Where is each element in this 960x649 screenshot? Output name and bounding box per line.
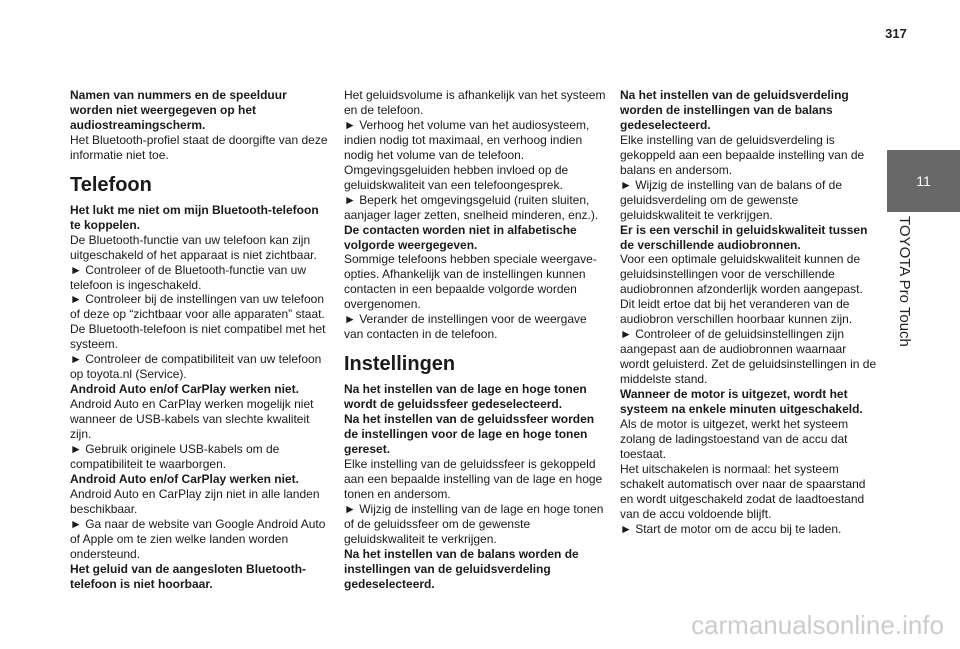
answer-text: Als de motor is uitgezet, werkt het systeem zolang de ladingstoestand van de accu dat toestaat. (620, 416, 849, 461)
instruction-text: ► Wijzig de instelling van de balans of de geluidsverdeling om de gewenste geluidskwaliteit te verkrijgen. (620, 177, 842, 222)
column-middle (344, 88, 606, 592)
section-heading-telefoon: Telefoon (70, 173, 152, 196)
section-heading-instellingen: Instellingen (344, 353, 456, 376)
instruction-text: ► Controleer of de geluidsinstellingen zijn aangepast aan de audiobronnen waarnaar wordt geluisterd. Zet de geluidsinstellingen in de middelste stand. (620, 327, 877, 387)
question-heading: Na het instellen van de geluidssfeer worden de instellingen voor de lage en hoge tonen gereset. (344, 412, 595, 457)
answer-text: De Bluetooth-functie van uw telefoon kan zijn uitgeschakeld of het apparaat is niet zichtbaar. (70, 232, 317, 262)
answer-text: Sommige telefoons hebben speciale weergave-opties. Afhankelijk van de instellingen kunnen contacten in een bepaalde volgorde worden overgenomen. (344, 252, 597, 312)
answer-text: Het Bluetooth-profiel staat de doorgifte van deze informatie niet toe. (70, 132, 328, 162)
answer-text: Elke instelling van de geluidsverdeling is gekoppeld aan een bepaalde instelling van de balans en andersom. (620, 132, 865, 177)
page-number: 317 (885, 26, 907, 41)
question-heading: Het lukt me niet om mijn Bluetooth-telefoon te koppelen. (70, 202, 319, 232)
answer-text: Het uitschakelen is normaal: het systeem schakelt automatisch over naar de spaarstand en wordt uitgeschakeld zodat de laadtoestand van de accu voldoende blijft. (620, 461, 866, 521)
column-right (620, 88, 878, 537)
chapter-title: TOYOTA Pro Touch (896, 216, 913, 347)
question-heading: Na het instellen van de balans worden de instellingen van de geluidsverdeling gedeselecteerd. (344, 546, 579, 591)
question-heading: Android Auto en/of CarPlay werken niet. (70, 382, 299, 397)
instruction-text: ► Verander de instellingen voor de weergave van contacten in de telefoon. (344, 312, 587, 342)
instruction-text: ► Beperk het omgevingsgeluid (ruiten sluiten, aanjager lager zetten, snelheid minderen, enz.). (344, 192, 599, 222)
watermark: carmanualsonline.info (691, 610, 944, 640)
answer-text: Elke instelling van de geluidssfeer is gekoppeld aan een bepaalde instelling van de lage en hoge tonen en andersom. (344, 456, 603, 501)
question-heading: De contacten worden niet in alfabetische volgorde weergegeven. (344, 222, 577, 252)
instruction-text: ► Verhoog het volume van het audiosysteem, indien nodig tot maximaal, en verhoog indien nodig het volume van de telefoon. (344, 117, 590, 162)
question-heading: Er is een verschil in geluidskwaliteit tussen de verschillende audiobronnen. (620, 222, 868, 252)
question-heading: Het geluid van de aangesloten Bluetooth-telefoon is niet hoorbaar. (70, 561, 307, 591)
chapter-number-tab: 11 (887, 150, 960, 212)
instruction-text: ► Start de motor om de accu bij te laden. (620, 521, 842, 536)
instruction-text: ► Controleer of de Bluetooth-functie van uw telefoon is ingeschakeld. (70, 262, 307, 292)
answer-text: Het geluidsvolume is afhankelijk van het systeem en de telefoon. (344, 88, 606, 117)
question-heading: Android Auto en/of CarPlay werken niet. (70, 471, 299, 486)
question-heading: Wanneer de motor is uitgezet, wordt het systeem na enkele minuten uitgeschakeld. (620, 387, 863, 417)
question-heading: Namen van nummers en de speelduur worden niet weergegeven op het audiostreamingscherm. (70, 88, 287, 132)
instruction-text: ► Wijzig de instelling van de lage en hoge tonen of de geluidssfeer om de gewenste geluidskwaliteit te verkrijgen. (344, 501, 604, 546)
instruction-text: ► Controleer bij de instellingen van uw telefoon of deze op “zichtbaar voor alle apparaten” staat. (70, 292, 325, 322)
column-left (70, 88, 330, 592)
answer-text: Voor een optimale geluidskwaliteit kunnen de geluidsinstellingen voor de verschillende audiobronnen afzonderlijk worden aangepast. Dit leidt ertoe dat bij het veranderen van de audiobron verschillen hoorbaar kunnen zijn. (620, 252, 863, 327)
answer-text: Omgevingsgeluiden hebben invloed op de geluidskwaliteit van een telefoongesprek. (344, 162, 569, 192)
question-heading: Na het instellen van de lage en hoge tonen wordt de geluidssfeer gedeselecteerd. (344, 382, 587, 412)
answer-text: De Bluetooth-telefoon is niet compatibel met het systeem. (70, 322, 326, 352)
answer-text: Android Auto en CarPlay werken mogelijk niet wanneer de USB-kabels van slechte kwaliteit zijn. (70, 397, 314, 442)
answer-text: Android Auto en CarPlay zijn niet in alle landen beschikbaar. (70, 486, 320, 516)
instruction-text: ► Ga naar de website van Google Android Auto of Apple om te zien welke landen worden ondersteund. (70, 516, 326, 561)
question-heading: Na het instellen van de geluidsverdeling worden de instellingen van de balans gedeselecteerd. (620, 88, 849, 132)
instruction-text: ► Gebruik originele USB-kabels om de compatibiliteit te waarborgen. (70, 442, 280, 471)
instruction-text: ► Controleer de compatibiliteit van uw telefoon op toyota.nl (Service). (70, 352, 322, 382)
